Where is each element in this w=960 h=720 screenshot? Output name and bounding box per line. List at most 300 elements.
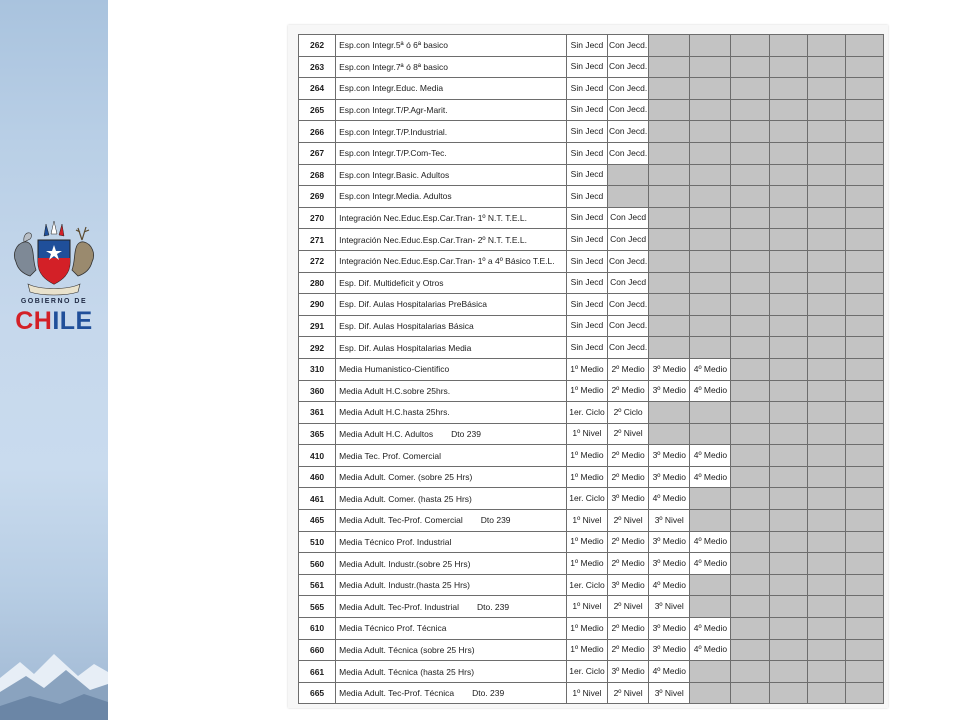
level-cell: 4º Medio [690,618,731,640]
row-description [336,466,567,488]
shaded-cell [731,380,769,402]
shaded-cell [690,121,731,143]
level-cell: 1er. Ciclo [566,574,607,596]
row-description-text: Media Adult. Tec-Prof. Comercial [339,515,463,526]
shaded-cell [690,207,731,229]
row-description [336,423,567,445]
row-decree-note: Dto. 239 [476,601,510,612]
shaded-cell [690,315,731,337]
shaded-cell [649,294,690,316]
row-description-text: Integración Nec.Educ.Esp.Car.Tran- 2º N.T. T.E.L. [339,234,527,245]
row-description-text: Media Adult. Tec-Prof. Industrial [339,601,459,612]
row-code: 262 [299,35,336,57]
level-cell: 3º Medio [649,553,690,575]
level-cell: Sin Jecd [566,99,607,121]
level-cell: Con Jecd. [608,142,649,164]
shaded-cell [807,207,845,229]
shaded-cell [731,661,769,683]
row-code: 410 [299,445,336,467]
shaded-cell [690,164,731,186]
row-description-text: Esp. Dif. Multideficit y Otros [339,277,444,288]
mountain-landscape-icon [0,640,108,720]
shaded-cell [769,78,807,100]
level-cell: 1º Medio [566,639,607,661]
shaded-cell [769,250,807,272]
table-row [299,272,884,294]
level-cell: Sin Jecd [566,250,607,272]
table-row [299,250,884,272]
level-cell: Con Jecd [608,207,649,229]
level-cell: 3º Medio [649,380,690,402]
row-description-text: Media Adult. Comer. (hasta 25 Hrs) [339,493,472,504]
shaded-cell [807,423,845,445]
level-cell: 3º Medio [649,618,690,640]
level-cell: 3º Medio [649,445,690,467]
shaded-cell [731,164,769,186]
row-description [336,56,567,78]
table-row [299,553,884,575]
level-cell: Sin Jecd [566,78,607,100]
level-cell: 1º Medio [566,380,607,402]
row-description-text: Esp.con Integr.Basic. Adultos [339,169,450,180]
row-description-text: Esp.con Integr.7ª ó 8ª basico [339,61,448,72]
shaded-cell [807,488,845,510]
shaded-cell [807,56,845,78]
shaded-cell [769,380,807,402]
table-row [299,99,884,121]
table-row [299,164,884,186]
level-cell: 3º Medio [608,574,649,596]
level-cell: 4º Medio [690,531,731,553]
row-description [336,250,567,272]
row-code: 661 [299,661,336,683]
scanned-table-sheet [288,25,888,708]
level-cell: 1º Medio [566,358,607,380]
row-code: 361 [299,402,336,424]
row-code: 510 [299,531,336,553]
level-cell: 4º Medio [649,661,690,683]
level-cell: 1º Nivel [566,682,607,704]
level-cell: 2º Nivel [608,510,649,532]
row-description [336,596,567,618]
row-description-text: Media Tec. Prof. Comercial [339,450,442,461]
shaded-cell [649,315,690,337]
level-cell: Sin Jecd [566,164,607,186]
shaded-cell [769,186,807,208]
level-cell: 1º Medio [566,618,607,640]
shaded-cell [845,661,883,683]
shaded-cell [845,531,883,553]
coat-of-arms-icon [6,218,102,298]
shaded-cell [649,229,690,251]
row-description [336,639,567,661]
shaded-cell [807,596,845,618]
shaded-cell [769,466,807,488]
row-description [336,121,567,143]
shaded-cell [845,488,883,510]
row-description [336,553,567,575]
shaded-cell [769,682,807,704]
level-cell: 2º Nivel [608,423,649,445]
brand-main-text: CHILE [15,307,93,335]
shaded-cell [649,99,690,121]
level-cell: 2º Nivel [608,596,649,618]
shaded-cell [807,358,845,380]
shaded-cell [845,682,883,704]
level-cell: 4º Medio [690,380,731,402]
level-cell: 3º Nivel [649,596,690,618]
row-description-text: Media Adult. Tec-Prof. Técnica [339,688,455,699]
row-code: 271 [299,229,336,251]
level-cell: Sin Jecd [566,142,607,164]
row-description-text: Media Adult H.C.hasta 25hrs. [339,407,450,418]
shaded-cell [807,682,845,704]
row-code: 291 [299,315,336,337]
row-description [336,402,567,424]
level-cell: 4º Medio [690,358,731,380]
row-code: 292 [299,337,336,359]
shaded-cell [845,445,883,467]
row-description [336,380,567,402]
shaded-cell [845,402,883,424]
level-cell: 3º Medio [608,488,649,510]
row-code: 310 [299,358,336,380]
level-cell: Sin Jecd [566,35,607,57]
shaded-cell [769,423,807,445]
shaded-cell [807,315,845,337]
row-decree-note: Dto 239 [480,515,511,526]
shaded-cell [769,661,807,683]
row-description-text: Media Adult. Técnica (sobre 25 Hrs) [339,644,475,655]
shaded-cell [731,229,769,251]
shaded-cell [690,272,731,294]
level-cell: 2º Medio [608,358,649,380]
table-row [299,531,884,553]
shaded-cell [731,272,769,294]
shaded-cell [845,596,883,618]
shaded-cell [649,272,690,294]
level-cell: 3º Medio [608,661,649,683]
level-cell: Sin Jecd [566,229,607,251]
shaded-cell [731,639,769,661]
table-row [299,186,884,208]
table-row [299,78,884,100]
shaded-cell [690,294,731,316]
shaded-cell [807,250,845,272]
shaded-cell [690,682,731,704]
shaded-cell [769,337,807,359]
table-row [299,294,884,316]
shaded-cell [731,553,769,575]
shaded-cell [769,229,807,251]
level-cell: 2º Ciclo [608,402,649,424]
row-description-text: Esp. Dif. Aulas Hospitalarias Media [339,342,472,353]
row-description [336,337,567,359]
shaded-cell [690,488,731,510]
shaded-cell [731,121,769,143]
level-cell: 4º Medio [690,639,731,661]
row-code: 561 [299,574,336,596]
shaded-cell [769,35,807,57]
shaded-cell [690,78,731,100]
level-cell: Sin Jecd [566,294,607,316]
row-code: 263 [299,56,336,78]
table-row [299,639,884,661]
table-row [299,488,884,510]
table-row [299,207,884,229]
row-code: 268 [299,164,336,186]
shaded-cell [845,358,883,380]
table-row [299,596,884,618]
level-cell: Con Jecd [608,272,649,294]
table-row [299,229,884,251]
row-code: 280 [299,272,336,294]
level-cell: 2º Medio [608,618,649,640]
table-row [299,574,884,596]
table-row [299,35,884,57]
shaded-cell [649,337,690,359]
shaded-cell [845,56,883,78]
level-cell: Sin Jecd [566,337,607,359]
level-cell: 3º Medio [649,466,690,488]
shaded-cell [690,250,731,272]
shaded-cell [769,445,807,467]
shaded-cell [731,423,769,445]
shaded-cell [769,639,807,661]
shaded-cell [649,423,690,445]
shaded-cell [807,229,845,251]
shaded-cell [845,639,883,661]
row-description-text: Integración Nec.Educ.Esp.Car.Tran- 1º N.T. T.E.L. [339,213,527,224]
level-cell: Sin Jecd [566,56,607,78]
row-code: 365 [299,423,336,445]
shaded-cell [731,78,769,100]
row-description [336,661,567,683]
shaded-cell [769,402,807,424]
level-cell: 4º Medio [690,466,731,488]
shaded-cell [649,207,690,229]
level-cell: 2º Medio [608,553,649,575]
level-cell: Con Jecd. [608,35,649,57]
shaded-cell [845,35,883,57]
shaded-cell [649,186,690,208]
table-row [299,510,884,532]
shaded-cell [731,618,769,640]
level-cell: 4º Medio [649,574,690,596]
table-row [299,121,884,143]
table-row [299,380,884,402]
shaded-cell [845,466,883,488]
row-description-text: Esp.con Integr.T/P.Agr-Marit. [339,105,448,116]
shaded-cell [769,56,807,78]
shaded-cell [769,596,807,618]
shaded-cell [845,250,883,272]
level-cell: 2º Medio [608,380,649,402]
shaded-cell [807,618,845,640]
shaded-cell [769,618,807,640]
row-description-text: Esp.con Integr.T/P.Com-Tec. [339,148,447,159]
level-cell: 1º Medio [566,553,607,575]
row-description-text: Media Adult H.C.sobre 25hrs. [339,385,451,396]
shaded-cell [845,510,883,532]
shaded-cell [807,164,845,186]
row-description [336,488,567,510]
row-description [336,142,567,164]
level-cell: Con Jecd. [608,337,649,359]
level-cell: Sin Jecd [566,207,607,229]
shaded-cell [807,35,845,57]
shaded-cell [731,250,769,272]
brand-top-text: GOBIERNO DE [20,298,88,305]
row-description-text: Media Técnico Prof. Industrial [339,536,452,547]
row-description [336,618,567,640]
shaded-cell [731,294,769,316]
row-description-text: Esp. Dif. Aulas Hospitalarias PreBásica [339,299,487,310]
level-cell: Con Jecd. [608,99,649,121]
level-cell: Con Jecd. [608,121,649,143]
shaded-cell [769,121,807,143]
shaded-cell [769,358,807,380]
level-cell: 4º Medio [649,488,690,510]
row-code: 565 [299,596,336,618]
row-description [336,315,567,337]
shaded-cell [845,315,883,337]
shaded-cell [807,510,845,532]
row-description-text: Media Adult. Comer. (sobre 25 Hrs) [339,472,473,483]
table-row [299,466,884,488]
row-description-text: Esp.con Integr.Media. Adultos [339,191,452,202]
level-cell: Sin Jecd [566,315,607,337]
row-code: 290 [299,294,336,316]
level-cell: 3º Medio [649,639,690,661]
shaded-cell [769,294,807,316]
shaded-cell [807,531,845,553]
level-cell: 2º Medio [608,531,649,553]
level-cell: 1º Medio [566,445,607,467]
shaded-cell [731,142,769,164]
sidebar-banner [0,0,108,720]
row-code: 266 [299,121,336,143]
shaded-cell [649,402,690,424]
shaded-cell [807,661,845,683]
shaded-cell [845,423,883,445]
shaded-cell [690,510,731,532]
table-row [299,315,884,337]
shaded-cell [845,618,883,640]
shaded-cell [690,596,731,618]
shaded-cell [731,596,769,618]
level-cell: 1º Nivel [566,423,607,445]
level-cell: Sin Jecd [566,121,607,143]
shaded-cell [690,402,731,424]
level-cell: 2º Medio [608,639,649,661]
row-description [336,99,567,121]
level-cell: 1er. Ciclo [566,402,607,424]
shaded-cell [845,186,883,208]
shaded-cell [731,207,769,229]
shaded-cell [649,121,690,143]
shaded-cell [845,294,883,316]
shaded-cell [807,639,845,661]
shaded-cell [731,574,769,596]
table-row [299,445,884,467]
shaded-cell [690,661,731,683]
shaded-cell [690,142,731,164]
row-code: 360 [299,380,336,402]
shaded-cell [731,682,769,704]
shaded-cell [649,35,690,57]
shaded-cell [845,207,883,229]
shaded-cell [807,466,845,488]
course-code-table [298,34,884,704]
row-description [336,207,567,229]
row-description-text: Esp. Dif. Aulas Hospitalarias Básica [339,321,474,332]
row-description [336,574,567,596]
level-cell: Con Jecd [608,229,649,251]
shaded-cell [807,99,845,121]
level-cell: 2º Medio [608,466,649,488]
level-cell: 1º Nivel [566,510,607,532]
shaded-cell [845,553,883,575]
table-row [299,618,884,640]
shaded-cell [731,56,769,78]
shaded-cell [731,35,769,57]
row-description [336,294,567,316]
shaded-cell [807,380,845,402]
row-description-text: Media Técnico Prof. Técnica [339,623,447,634]
shaded-cell [769,272,807,294]
shaded-cell [769,574,807,596]
shaded-cell [807,337,845,359]
level-cell: 4º Medio [690,445,731,467]
row-description [336,682,567,704]
table-row [299,423,884,445]
shaded-cell [690,574,731,596]
table-row [299,661,884,683]
row-description [336,272,567,294]
shaded-cell [649,78,690,100]
shaded-cell [690,337,731,359]
level-cell: 1º Medio [566,531,607,553]
level-cell: Sin Jecd [566,272,607,294]
row-description [336,35,567,57]
row-description-text: Media Adult. Industr.(sobre 25 Hrs) [339,558,471,569]
level-cell: Sin Jecd [566,186,607,208]
row-code: 660 [299,639,336,661]
shaded-cell [649,250,690,272]
level-cell: Con Jecd. [608,294,649,316]
row-description-text: Media Adult. Técnica (hasta 25 Hrs) [339,666,475,677]
row-code: 269 [299,186,336,208]
shaded-cell [807,574,845,596]
table-row [299,402,884,424]
level-cell: 1er. Ciclo [566,661,607,683]
level-cell: 3º Nivel [649,682,690,704]
shaded-cell [845,272,883,294]
row-code: 267 [299,142,336,164]
shaded-cell [731,445,769,467]
row-description [336,510,567,532]
shaded-cell [769,207,807,229]
shaded-cell [649,56,690,78]
row-description [336,186,567,208]
shaded-cell [807,445,845,467]
level-cell: 4º Medio [690,553,731,575]
level-cell: 3º Medio [649,358,690,380]
level-cell: 3º Medio [649,531,690,553]
level-cell: Con Jecd. [608,78,649,100]
shaded-cell [807,121,845,143]
